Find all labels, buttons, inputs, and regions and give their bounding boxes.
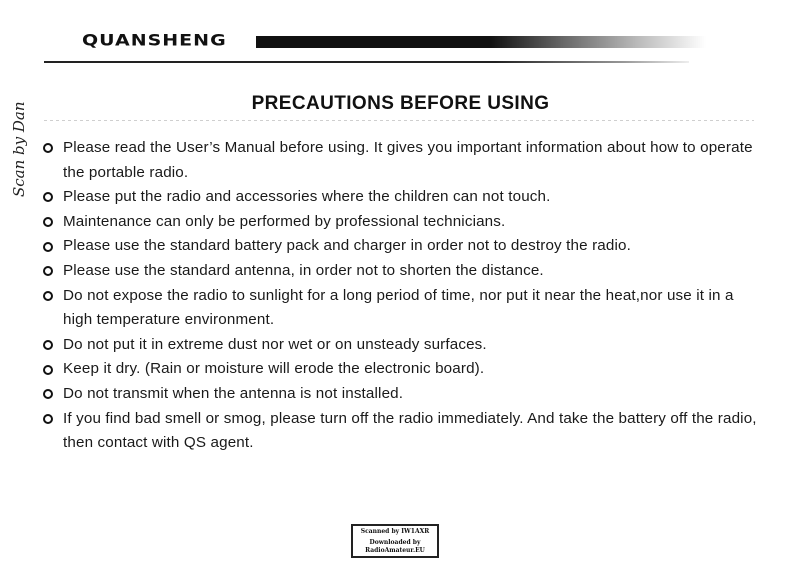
list-item bbox=[43, 234, 763, 259]
list-item bbox=[43, 210, 763, 235]
stamp-downloaded-by: Downloaded by bbox=[369, 539, 421, 546]
list-item-text: Do not put it in extreme dust nor wet or on unsteady surfaces. bbox=[63, 335, 487, 353]
list-item-text: Keep it dry. (Rain or moisture will erode the electronic board). bbox=[63, 360, 485, 378]
title-divider bbox=[44, 120, 754, 121]
list-item bbox=[43, 136, 763, 185]
stamp-source: RadioAmateur.EU bbox=[365, 547, 425, 554]
list-item bbox=[43, 357, 763, 382]
page-title: PRECAUTIONS BEFORE USING bbox=[251, 93, 550, 114]
bullet-icon bbox=[43, 284, 63, 309]
list-item bbox=[43, 185, 763, 210]
bullet-icon bbox=[43, 210, 63, 235]
bullet-icon bbox=[43, 382, 63, 407]
bullet-icon bbox=[43, 357, 63, 382]
list-item-text: Please use the standard antenna, in order not to shorten the distance. bbox=[63, 261, 544, 279]
header-bar bbox=[256, 36, 706, 48]
brand-logo: QUANSHENG bbox=[82, 31, 227, 50]
list-item-text: Please put the radio and accessories where the children can not touch. bbox=[63, 188, 551, 206]
list-item-text: Please read the User’s Manual before using. It gives you important information about how to operate the portable radio. bbox=[63, 139, 753, 181]
list-item bbox=[43, 259, 763, 284]
list-item bbox=[43, 407, 763, 456]
bullet-icon bbox=[43, 234, 63, 259]
list-item-text: Please use the standard battery pack and charger in order not to destroy the radio. bbox=[63, 237, 631, 255]
list-item-text: Do not expose the radio to sunlight for a long period of time, nor put it near the heat,nor use it in a high temperature environment. bbox=[63, 286, 734, 329]
bullet-icon bbox=[43, 333, 63, 358]
bullet-icon bbox=[43, 185, 63, 210]
bullet-icon bbox=[43, 136, 63, 161]
handwritten-signature: Scan by Dan bbox=[10, 101, 28, 197]
list-item-text: Maintenance can only be performed by professional technicians. bbox=[63, 212, 506, 230]
list-item bbox=[43, 284, 763, 333]
list-item bbox=[43, 382, 763, 407]
precautions-list bbox=[43, 136, 763, 456]
header-divider bbox=[44, 61, 689, 63]
list-item-text: Do not transmit when the antenna is not installed. bbox=[63, 384, 404, 402]
stamp-scanned-by: Scanned by IW1AXR bbox=[360, 528, 430, 535]
bullet-icon bbox=[43, 407, 63, 432]
bullet-icon bbox=[43, 259, 63, 284]
scanner-stamp bbox=[351, 524, 439, 558]
list-item-text: If you find bad smell or smog, please turn off the radio immediately. And take the battery off the radio, then contact with QS agent. bbox=[63, 409, 757, 452]
list-item bbox=[43, 333, 763, 358]
